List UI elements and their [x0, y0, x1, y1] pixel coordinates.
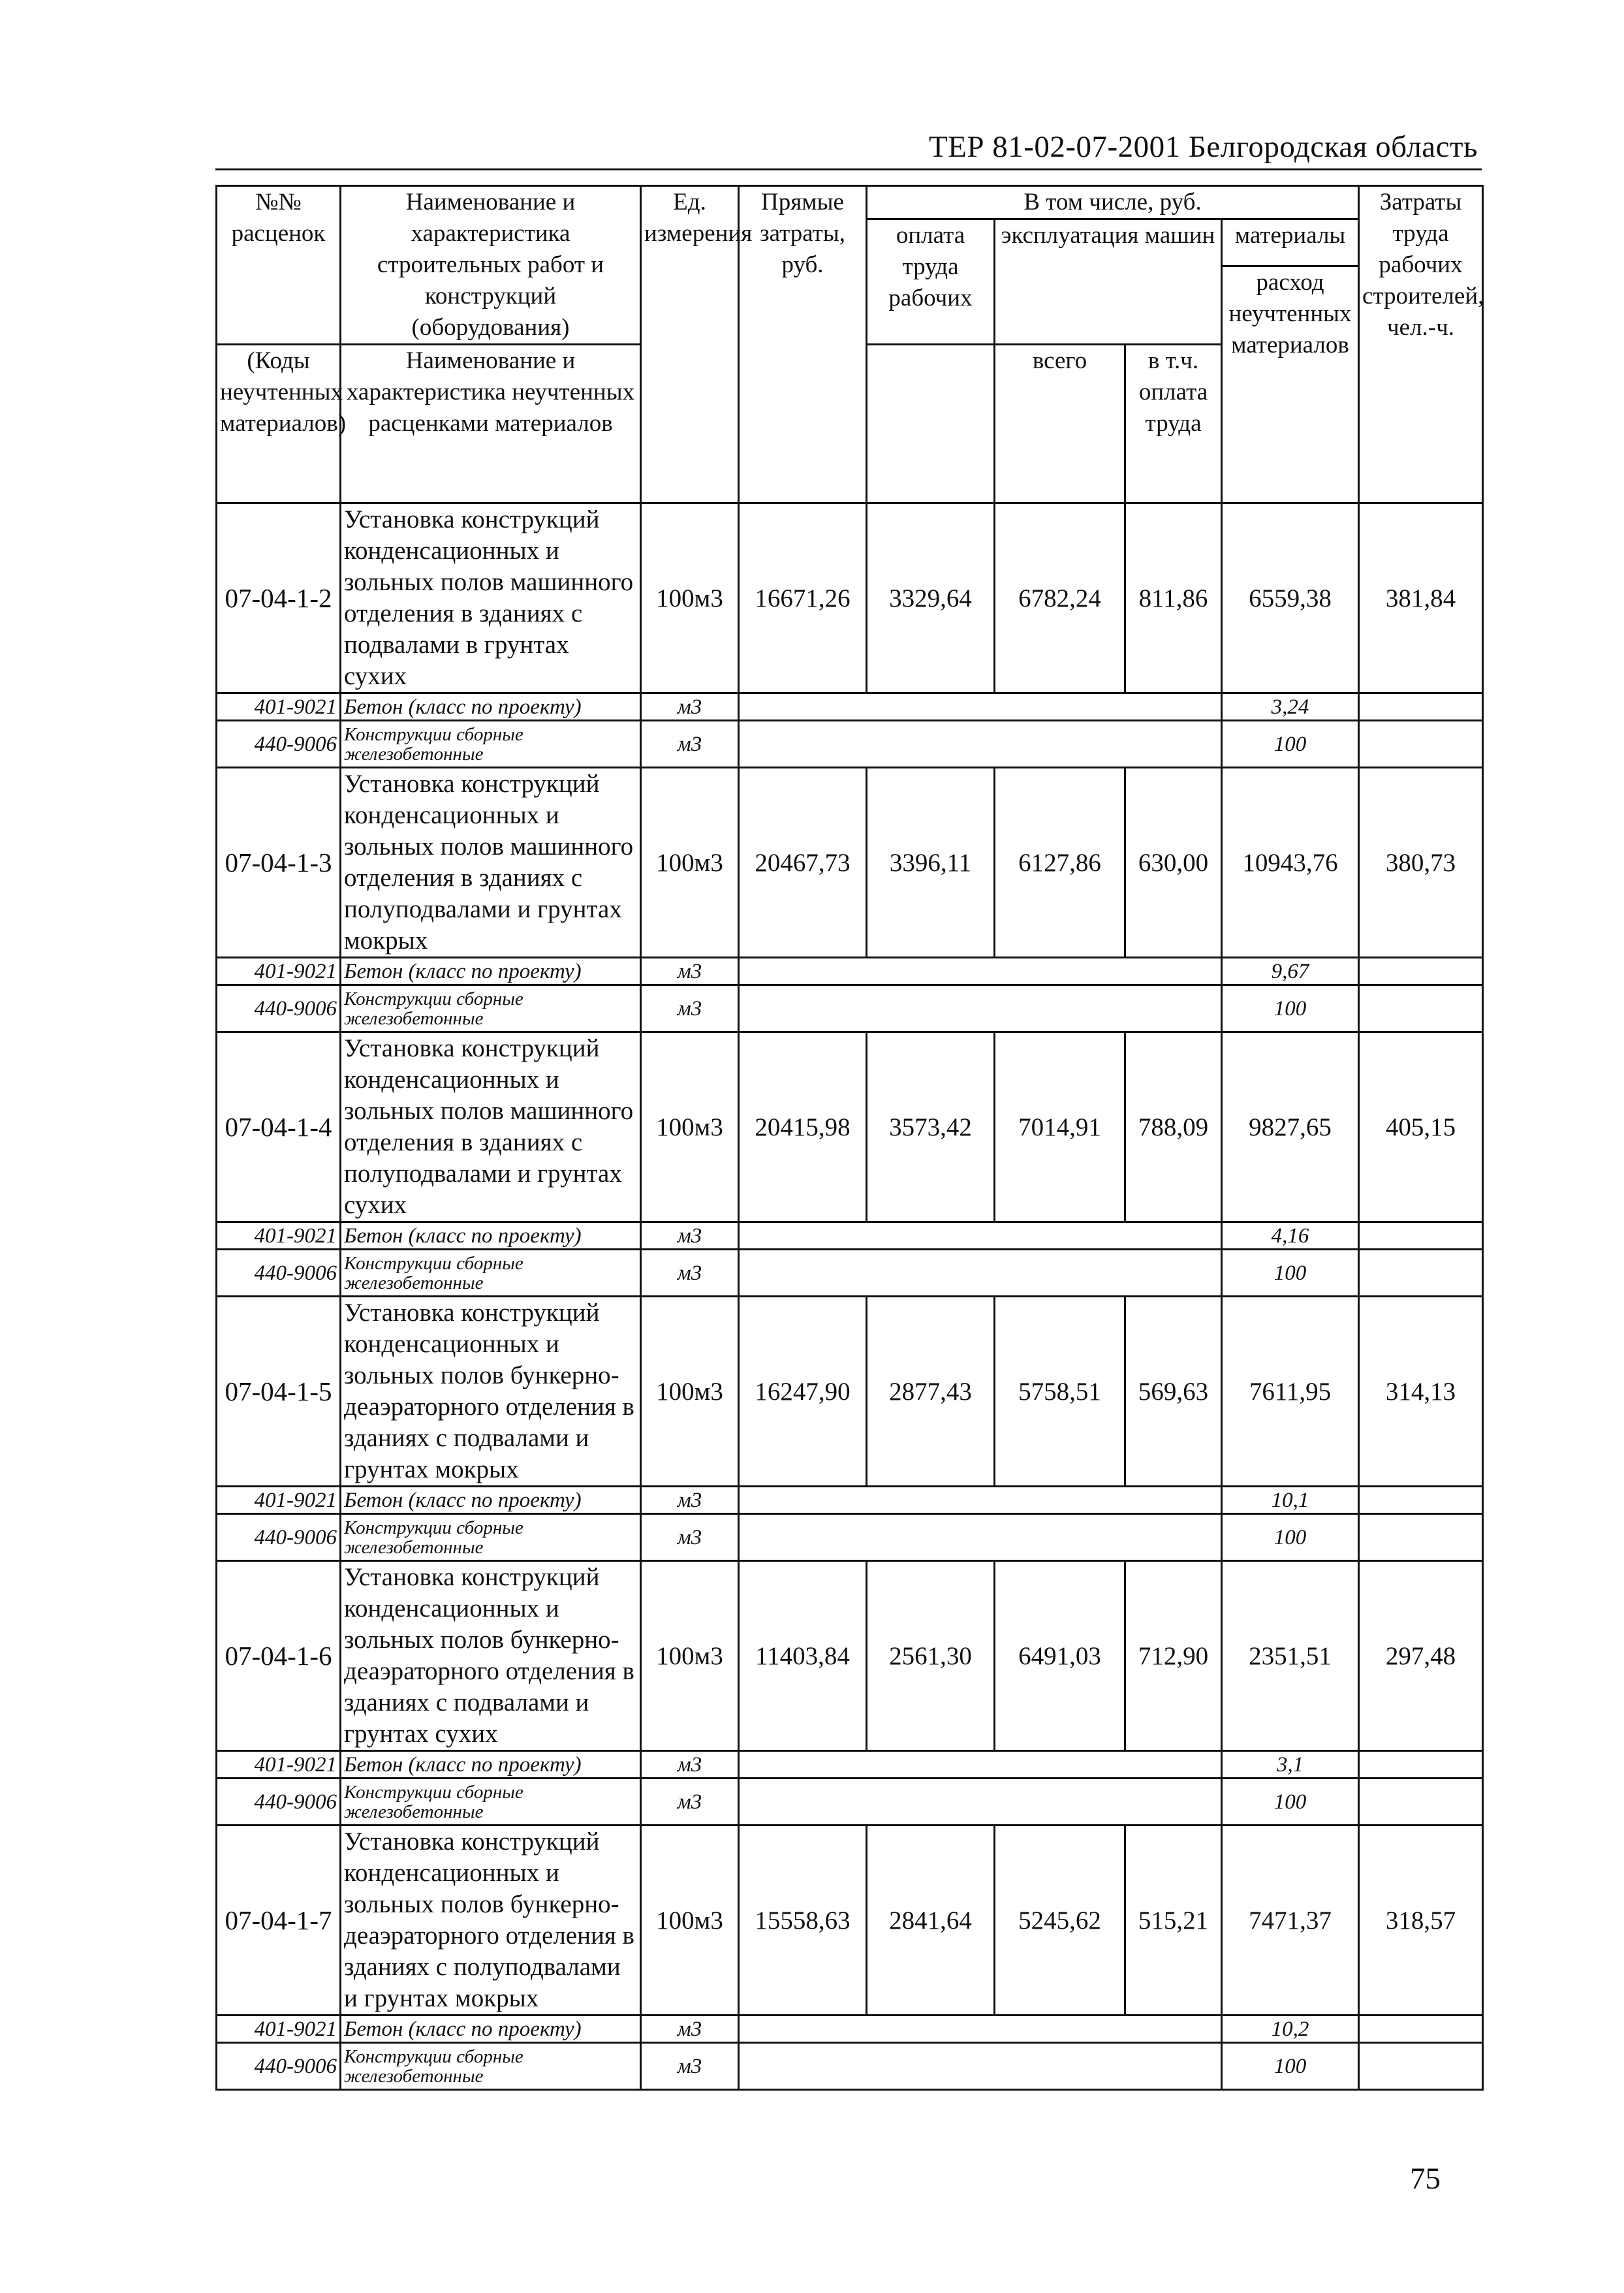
- rate-code: 07-04-1-6: [217, 1561, 341, 1751]
- machines-labor-pay: 788,09: [1125, 1032, 1222, 1222]
- material-row: [217, 1250, 1483, 1297]
- direct-cost: 15558,63: [739, 1826, 867, 2016]
- material-qty: 3,24: [1222, 693, 1359, 721]
- work-name: Установка конструкций конденсационных и зольных полов машинного отделения в зданиях с полуподвалами и грунтах мокрых: [341, 768, 641, 958]
- material-name: Бетон (класс по проекту): [341, 1222, 641, 1250]
- material-name: Бетон (класс по проекту): [341, 1487, 641, 1514]
- material-code: 401-9021: [217, 1222, 341, 1250]
- rates-table: [215, 185, 1484, 2091]
- machines-total: 6127,86: [995, 768, 1125, 958]
- labor-pay: 2877,43: [867, 1297, 995, 1487]
- machines-labor-pay: 569,63: [1125, 1297, 1222, 1487]
- header-name: Наименование и характеристика строительных работ и конструкций (оборудования): [341, 186, 641, 345]
- material-empty-last: [1359, 2043, 1483, 2090]
- material-code: 440-9006: [217, 985, 341, 1032]
- material-empty-last: [1359, 1779, 1483, 1826]
- material-unit: м3: [641, 1222, 739, 1250]
- material-empty: [739, 985, 1222, 1032]
- material-name: Конструкции сборные железобетонные: [341, 1514, 641, 1561]
- table-row: [217, 1297, 1483, 1487]
- rate-code: 07-04-1-5: [217, 1297, 341, 1487]
- labor-pay: 2841,64: [867, 1826, 995, 2016]
- labor-cost: 297,48: [1359, 1561, 1483, 1751]
- material-unit: м3: [641, 1779, 739, 1826]
- materials-cost: 6559,38: [1222, 503, 1359, 693]
- machines-total: 6782,24: [995, 503, 1125, 693]
- material-code: 401-9021: [217, 1487, 341, 1514]
- material-qty: 100: [1222, 1250, 1359, 1297]
- material-unit: м3: [641, 1487, 739, 1514]
- material-row: [217, 1751, 1483, 1779]
- table-row: [217, 768, 1483, 958]
- document-title: ТЕР 81-02-07-2001 Белгородская область: [928, 130, 1478, 164]
- labor-pay: 3329,64: [867, 503, 995, 693]
- direct-cost: 16671,26: [739, 503, 867, 693]
- material-empty: [739, 721, 1222, 768]
- unit: 100м3: [641, 1297, 739, 1487]
- header-incl: В том числе, руб.: [867, 186, 1359, 219]
- labor-cost: 381,84: [1359, 503, 1483, 693]
- material-row: [217, 1779, 1483, 1826]
- material-qty: 4,16: [1222, 1222, 1359, 1250]
- unit: 100м3: [641, 1561, 739, 1751]
- labor-pay: 3573,42: [867, 1032, 995, 1222]
- table-row: [217, 1032, 1483, 1222]
- material-qty: 10,1: [1222, 1487, 1359, 1514]
- labor-cost: 380,73: [1359, 768, 1483, 958]
- material-empty: [739, 1222, 1222, 1250]
- material-row: [217, 1487, 1483, 1514]
- material-unit: м3: [641, 1514, 739, 1561]
- material-code: 401-9021: [217, 693, 341, 721]
- header-num: №№ расценок: [217, 186, 341, 345]
- header-direct: Прямые затраты, руб.: [739, 186, 867, 503]
- material-name: Конструкции сборные железобетонные: [341, 721, 641, 768]
- machines-labor-pay: 712,90: [1125, 1561, 1222, 1751]
- page-number: 75: [1410, 2162, 1441, 2196]
- machines-labor-pay: 515,21: [1125, 1826, 1222, 2016]
- material-empty-last: [1359, 985, 1483, 1032]
- header-labor-pay: оплата труда рабочих: [867, 219, 995, 345]
- direct-cost: 16247,90: [739, 1297, 867, 1487]
- material-name: Бетон (класс по проекту): [341, 2016, 641, 2043]
- material-code: 440-9006: [217, 1250, 341, 1297]
- material-row: [217, 693, 1483, 721]
- materials-cost: 10943,76: [1222, 768, 1359, 958]
- work-name: Установка конструкций конденсационных и зольных полов машинного отделения в зданиях с подвалами в грунтах сухих: [341, 503, 641, 693]
- work-name: Установка конструкций конденсационных и зольных полов бункерно-деаэраторного отделения в зданиях с подвалами и грунтах мокрых: [341, 1297, 641, 1487]
- material-empty-last: [1359, 1487, 1483, 1514]
- direct-cost: 20415,98: [739, 1032, 867, 1222]
- material-qty: 9,67: [1222, 958, 1359, 985]
- page-header: [215, 123, 1482, 170]
- machines-total: 5245,62: [995, 1826, 1125, 2016]
- unit: 100м3: [641, 503, 739, 693]
- machines-total: 5758,51: [995, 1297, 1125, 1487]
- material-name: Бетон (класс по проекту): [341, 693, 641, 721]
- material-row: [217, 2043, 1483, 2090]
- material-empty-last: [1359, 693, 1483, 721]
- material-unit: м3: [641, 958, 739, 985]
- material-empty: [739, 2016, 1222, 2043]
- header-empty-pay: [867, 345, 995, 503]
- work-name: Установка конструкций конденсационных и зольных полов бункерно-деаэраторного отделения в зданиях с подвалами и грунтах сухих: [341, 1561, 641, 1751]
- labor-cost: 318,57: [1359, 1826, 1483, 2016]
- header-incl-pay: в т.ч. оплата труда: [1125, 345, 1222, 503]
- material-row: [217, 1222, 1483, 1250]
- material-row: [217, 985, 1483, 1032]
- material-name: Бетон (класс по проекту): [341, 1751, 641, 1779]
- header-unit: Ед. измерения: [641, 186, 739, 503]
- unit: 100м3: [641, 1032, 739, 1222]
- labor-pay: 2561,30: [867, 1561, 995, 1751]
- header-machines: эксплуатация машин: [995, 219, 1222, 345]
- material-empty-last: [1359, 1250, 1483, 1297]
- machines-total: 7014,91: [995, 1032, 1125, 1222]
- material-code: 440-9006: [217, 721, 341, 768]
- material-unit: м3: [641, 693, 739, 721]
- material-empty-last: [1359, 1222, 1483, 1250]
- header-unaccounted: Наименование и характеристика неучтенных расценками материалов: [341, 345, 641, 503]
- material-empty: [739, 958, 1222, 985]
- material-qty: 100: [1222, 2043, 1359, 2090]
- material-code: 401-9021: [217, 2016, 341, 2043]
- rate-code: 07-04-1-3: [217, 768, 341, 958]
- material-qty: 100: [1222, 1779, 1359, 1826]
- material-row: [217, 2016, 1483, 2043]
- material-code: 401-9021: [217, 958, 341, 985]
- material-row: [217, 1514, 1483, 1561]
- material-qty: 10,2: [1222, 2016, 1359, 2043]
- material-unit: м3: [641, 2043, 739, 2090]
- header-consumption: расход неучтенных материалов: [1222, 266, 1359, 503]
- materials-cost: 9827,65: [1222, 1032, 1359, 1222]
- material-empty-last: [1359, 721, 1483, 768]
- machines-labor-pay: 630,00: [1125, 768, 1222, 958]
- material-row: [217, 958, 1483, 985]
- material-qty: 100: [1222, 721, 1359, 768]
- direct-cost: 20467,73: [739, 768, 867, 958]
- material-unit: м3: [641, 985, 739, 1032]
- unit: 100м3: [641, 1826, 739, 2016]
- header-materials: материалы: [1222, 219, 1359, 266]
- labor-cost: 314,13: [1359, 1297, 1483, 1487]
- header-total: всего: [995, 345, 1125, 503]
- material-unit: м3: [641, 1250, 739, 1297]
- material-empty-last: [1359, 2016, 1483, 2043]
- material-qty: 100: [1222, 985, 1359, 1032]
- material-empty: [739, 2043, 1222, 2090]
- work-name: Установка конструкций конденсационных и зольных полов машинного отделения в зданиях с полуподвалами и грунтах сухих: [341, 1032, 641, 1222]
- material-name: Конструкции сборные железобетонные: [341, 1779, 641, 1826]
- material-empty: [739, 1779, 1222, 1826]
- material-qty: 100: [1222, 1514, 1359, 1561]
- material-name: Конструкции сборные железобетонные: [341, 2043, 641, 2090]
- material-unit: м3: [641, 1751, 739, 1779]
- material-empty: [739, 1751, 1222, 1779]
- material-empty-last: [1359, 958, 1483, 985]
- material-empty-last: [1359, 1514, 1483, 1561]
- material-code: 440-9006: [217, 2043, 341, 2090]
- rate-code: 07-04-1-4: [217, 1032, 341, 1222]
- material-empty: [739, 1487, 1222, 1514]
- work-name: Установка конструкций конденсационных и зольных полов бункерно-деаэраторного отделения в зданиях с полуподвалами и грунтах мокрых: [341, 1826, 641, 2016]
- direct-cost: 11403,84: [739, 1561, 867, 1751]
- labor-pay: 3396,11: [867, 768, 995, 958]
- material-unit: м3: [641, 721, 739, 768]
- material-empty: [739, 1514, 1222, 1561]
- labor-cost: 405,15: [1359, 1032, 1483, 1222]
- material-code: 440-9006: [217, 1514, 341, 1561]
- material-name: Конструкции сборные железобетонные: [341, 1250, 641, 1297]
- header-labor-cost: Затраты труда рабочих строителей, чел.-ч.: [1359, 186, 1483, 503]
- table-row: [217, 1826, 1483, 2016]
- header-codes: (Коды неучтенных материалов): [217, 345, 341, 503]
- material-row: [217, 721, 1483, 768]
- rate-code: 07-04-1-7: [217, 1826, 341, 2016]
- materials-cost: 2351,51: [1222, 1561, 1359, 1751]
- material-empty: [739, 1250, 1222, 1297]
- material-empty-last: [1359, 1751, 1483, 1779]
- material-qty: 3,1: [1222, 1751, 1359, 1779]
- material-unit: м3: [641, 2016, 739, 2043]
- material-name: Бетон (класс по проекту): [341, 958, 641, 985]
- material-code: 440-9006: [217, 1779, 341, 1826]
- rate-code: 07-04-1-2: [217, 503, 341, 693]
- table-row: [217, 1561, 1483, 1751]
- table-row: [217, 503, 1483, 693]
- material-empty: [739, 693, 1222, 721]
- material-code: 401-9021: [217, 1751, 341, 1779]
- materials-cost: 7471,37: [1222, 1826, 1359, 2016]
- materials-cost: 7611,95: [1222, 1297, 1359, 1487]
- machines-total: 6491,03: [995, 1561, 1125, 1751]
- machines-labor-pay: 811,86: [1125, 503, 1222, 693]
- unit: 100м3: [641, 768, 739, 958]
- material-name: Конструкции сборные железобетонные: [341, 985, 641, 1032]
